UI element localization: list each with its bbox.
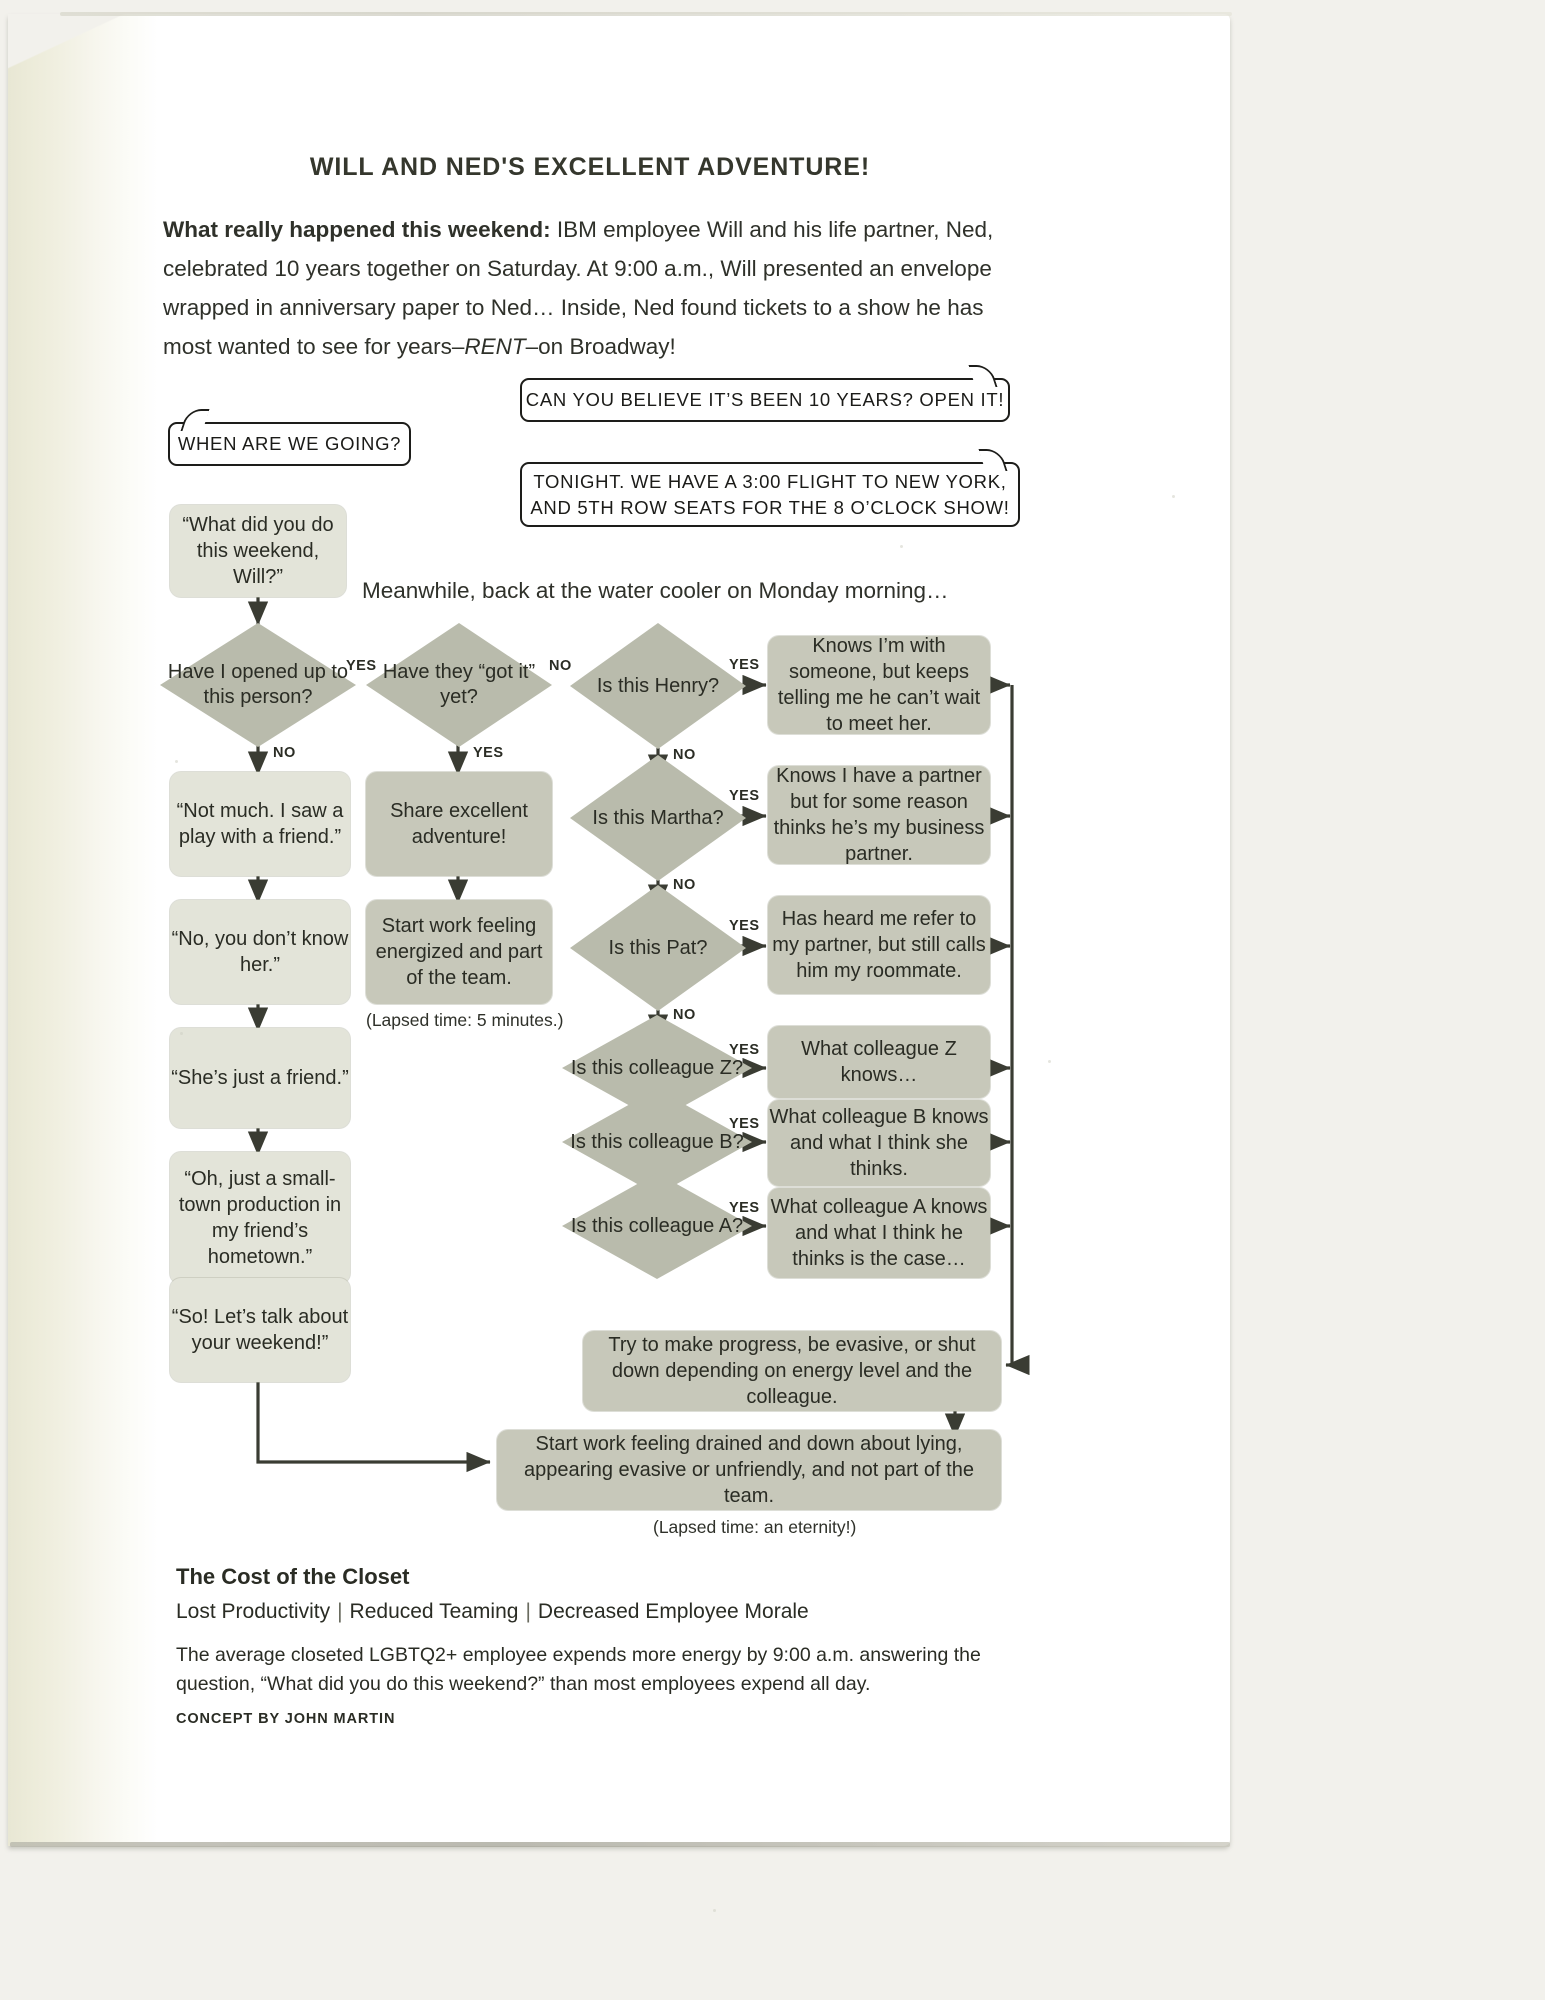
flow-node-energized [366, 900, 552, 1004]
footer-cost-item-2: Reduced Teaming [349, 1600, 519, 1623]
flow-decision-henry [570, 623, 746, 749]
flow-decision-colleague-a [562, 1173, 752, 1279]
scan-speck [900, 545, 903, 548]
edge-label-yes-colleague-a: YES [729, 1200, 760, 1216]
flow-node-your-weekend [170, 1278, 350, 1382]
footer-cost-item-3: Decreased Employee Morale [537, 1600, 809, 1623]
scan-speck [713, 1909, 716, 1912]
flow-decision-got-it [366, 623, 552, 747]
flow-decision-martha-text: Is this Martha? [592, 806, 724, 829]
speech-bubble-tonight-line2: AND 5TH ROW SEATS FOR THE 8 O’CLOCK SHOW! [530, 496, 1010, 518]
flow-node-small-town [170, 1152, 350, 1284]
flow-decision-colleague-b-text: Is this colleague B? [570, 1130, 744, 1153]
flow-node-just-a-friend [170, 1028, 350, 1128]
edge-label-yes-pat: YES [729, 918, 760, 934]
flow-node-z-knows [768, 1026, 990, 1098]
edge-label-yes-got-it: YES [473, 745, 504, 761]
transition-text: Meanwhile, back at the water cooler on Monday morning… [362, 578, 949, 603]
flow-node-b-knows-text: What colleague B knows and what I think she thinks. [769, 1106, 989, 1180]
edge-label-no-martha: NO [673, 877, 696, 893]
edge-label-yes-henry: YES [729, 657, 760, 673]
caption-lapsed-eternity: (Lapsed time: an eternity!) [653, 1517, 857, 1537]
edge-label-no-opened-up: NO [273, 745, 296, 761]
footer-separator: | [525, 1600, 531, 1623]
intro-body-last: –on Broadway! [525, 334, 676, 359]
flow-node-a-knows [768, 1188, 990, 1278]
flow-node-drained [497, 1430, 1001, 1510]
flow-decision-colleague-z-text: Is this colleague Z? [570, 1056, 744, 1079]
flow-node-start-text: “What did you do this weekend, Will?” [182, 514, 334, 588]
flow-decision-pat [570, 885, 746, 1011]
flow-node-henry-knows [768, 636, 990, 734]
flow-node-try-progress [583, 1331, 1001, 1411]
footer-paragraph: The average closeted LGBTQ2+ employee expends more energy by 9:00 a.m. answering the question, “What did you do this weekend?” than most employees expend all day. [176, 1644, 981, 1695]
edge-label-no-henry: NO [673, 747, 696, 763]
scan-speck [175, 760, 178, 763]
flow-node-share-adventure-text: Share excellent adventure! [390, 800, 528, 848]
flow-node-just-a-friend-text: “She’s just a friend.” [171, 1067, 349, 1089]
speech-bubble-when-going-text: WHEN ARE WE GOING? [177, 433, 402, 454]
flow-node-not-much-text: “Not much. I saw a play with a friend.” [176, 800, 344, 848]
edge-label-no-got-it: NO [549, 658, 572, 674]
flow-node-energized-text: Start work feeling energized and part of the team. [375, 915, 543, 989]
scan-speck [180, 1032, 183, 1035]
flow-node-henry-knows-text: Knows I’m with someone, but keeps telling me he can’t wait to meet her. [777, 635, 981, 735]
flow-node-small-town-text: “Oh, just a small-town production in my friend’s hometown.” [178, 1168, 342, 1268]
scan-speck [1172, 495, 1175, 498]
intro-lead-in: What really happened this weekend: [163, 217, 551, 242]
flow-node-your-weekend-text: “So! Let’s talk about your weekend!” [171, 1306, 349, 1354]
flow-node-not-much [170, 772, 350, 876]
speech-bubble-open-it-text: CAN YOU BELIEVE IT’S BEEN 10 YEARS? OPEN IT! [525, 389, 1005, 410]
footer-cost-items [176, 1600, 809, 1624]
flow-node-dont-know-her-text: “No, you don’t know her.” [171, 928, 349, 976]
flow-node-z-knows-text: What colleague Z knows… [801, 1038, 957, 1086]
footer-credit: CONCEPT BY JOHN MARTIN [176, 1711, 396, 1727]
edge-label-yes-colleague-b: YES [729, 1116, 760, 1132]
speech-bubble-tonight-line1: TONIGHT. WE HAVE A 3:00 FLIGHT TO NEW YORK, [533, 470, 1007, 492]
flow-decision-martha [570, 755, 746, 881]
flow-node-try-progress-text: Try to make progress, be evasive, or shut down depending on energy level and the colleague. [608, 1334, 976, 1408]
intro-body-first: IBM employee Will and his life partner, Ned, celebrated 10 years together on Saturday. At 9:00 a.m., Will presented an envelope wrapped in anniversary paper to Ned… Inside, Ned found tickets to a show he has most wanted to see for years– [163, 217, 994, 359]
scan-speck [1048, 1060, 1051, 1063]
flow-node-pat-knows [768, 896, 990, 994]
flow-node-martha-knows [768, 766, 990, 864]
caption-lapsed-5-minutes: (Lapsed time: 5 minutes.) [366, 1010, 564, 1030]
flow-node-martha-knows-text: Knows I have a partner but for some reason thinks he’s my business partner. [773, 765, 985, 865]
flow-node-dont-know-her [170, 900, 350, 1004]
flow-decision-colleague-a-text: Is this colleague A? [570, 1214, 744, 1237]
footer-heading: The Cost of the Closet [176, 1564, 410, 1589]
show-title: RENT [464, 334, 526, 359]
footer-cost-item-1: Lost Productivity [176, 1600, 331, 1623]
flow-decision-opened-up-text: Have I opened up to this person? [167, 661, 349, 708]
flow-node-b-knows [768, 1100, 990, 1186]
edge-label-yes-martha: YES [729, 788, 760, 804]
flow-node-a-knows-text: What colleague A knows and what I think he thinks is the case… [770, 1196, 988, 1270]
page-title: WILL AND NED'S EXCELLENT ADVENTURE! [309, 153, 871, 181]
flow-decision-pat-text: Is this Pat? [608, 936, 708, 959]
flow-node-start [170, 505, 346, 597]
flow-node-share-adventure [366, 772, 552, 876]
flow-decision-henry-text: Is this Henry? [596, 674, 720, 697]
edge-label-yes-opened-up: YES [346, 658, 377, 674]
flow-decision-opened-up [160, 623, 356, 747]
edge-label-no-pat: NO [673, 1007, 696, 1023]
footer-separator: | [337, 1600, 343, 1623]
flow-node-pat-knows-text: Has heard me refer to my partner, but still calls him my roommate. [772, 908, 986, 982]
flow-decision-got-it-text: Have they “got it” yet? [382, 661, 536, 708]
edge-label-yes-colleague-z: YES [729, 1042, 760, 1058]
flow-node-drained-text: Start work feeling drained and down about lying, appearing evasive or unfriendly, and not part of the team. [524, 1433, 974, 1507]
